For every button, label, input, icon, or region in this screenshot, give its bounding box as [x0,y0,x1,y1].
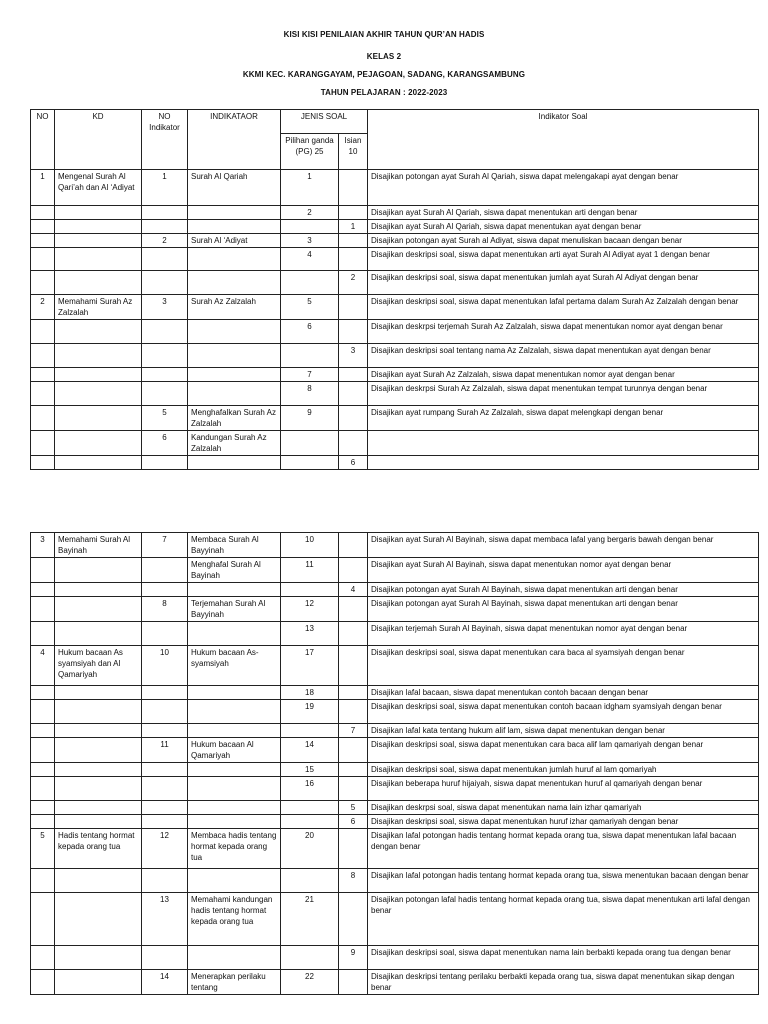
cell-isian: 6 [339,456,368,470]
table-row [31,320,759,344]
table-row [31,234,759,248]
cell-isian [339,431,368,456]
cell-no-indikator [142,456,188,470]
table-row [31,220,759,234]
cell-no [31,738,55,763]
cell-indikator [188,320,281,344]
cell-isian [339,382,368,406]
cell-no [31,368,55,382]
cell-isian: 6 [339,815,368,829]
cell-indikator [188,700,281,724]
cell-no-indikator: 10 [142,646,188,686]
table-row [31,406,759,431]
cell-kd: Memahami Surah Al Bayinah [55,533,142,558]
table-row [31,724,759,738]
cell-no [31,777,55,801]
cell-kd [55,700,142,724]
cell-indikator [188,271,281,295]
cell-isian [339,829,368,869]
cell-indikator [188,220,281,234]
cell-kd [55,686,142,700]
cell-indikator-soal: Disajikan deskrpsi soal, siswa dapat menentukan nama lain izhar qamariyah [368,801,759,815]
cell-no [31,431,55,456]
cell-no-indikator [142,368,188,382]
cell-indikator: Hukum bacaan As-syamsiyah [188,646,281,686]
cell-kd [55,724,142,738]
cell-no-indikator [142,763,188,777]
table-row [31,829,759,869]
cell-isian [339,597,368,622]
cell-indikator-soal: Disajikan deskripsi soal, siswa dapat menentukan nama lain berbakti kepada orang tua dengan benar [368,946,759,970]
cell-indikator: Surah Al ‘Adiyat [188,234,281,248]
cell-kd [55,738,142,763]
table-header-row [31,110,759,134]
cell-no [31,893,55,946]
table-row [31,431,759,456]
cell-pg: 12 [281,597,339,622]
cell-indikator [188,248,281,271]
cell-indikator-soal: Disajikan potongan ayat Surah al Adiyat, siswa dapat menuliskan bacaan dengan benar [368,234,759,248]
cell-kd [55,801,142,815]
cell-no-indikator [142,382,188,406]
cell-no-indikator [142,815,188,829]
cell-pg [281,815,339,829]
cell-kd: Mengenal Surah Al Qari’ah dan Al ‘Adiyat [55,170,142,206]
cell-no [31,206,55,220]
cell-indikator-soal: Disajikan potongan lafal hadis tentang hormat kepada orang tua, siswa dapat menentukan arti lafal dengan benar [368,893,759,946]
cell-pg: 16 [281,777,339,801]
cell-indikator [188,368,281,382]
cell-kd: Memahami Surah Az Zalzalah [55,295,142,320]
table-row [31,558,759,583]
cell-no [31,344,55,368]
cell-no-indikator: 5 [142,406,188,431]
cell-kd [55,320,142,344]
cell-indikator-soal: Disajikan ayat Surah Al Bayinah, siswa dapat menentukan nomor ayat dengan benar [368,558,759,583]
cell-kd [55,206,142,220]
table-row [31,946,759,970]
header-no: NO [31,110,55,170]
cell-indikator: Surah Az Zalzalah [188,295,281,320]
cell-no-indikator [142,801,188,815]
table-row [31,533,759,558]
cell-no-indikator [142,583,188,597]
cell-isian [339,686,368,700]
cell-kd [55,622,142,646]
cell-kd [55,558,142,583]
school-label: KKMI KEC. KARANGGAYAM, PEJAGOAN, SADANG, KARANGSAMBUNG [242,70,526,79]
cell-no [31,271,55,295]
table-row [31,344,759,368]
cell-pg: 22 [281,970,339,995]
cell-pg: 5 [281,295,339,320]
cell-pg: 17 [281,646,339,686]
cell-no [31,597,55,622]
table-row [31,382,759,406]
cell-no [31,456,55,470]
cell-no-indikator [142,220,188,234]
cell-isian [339,320,368,344]
cell-kd [55,946,142,970]
cell-indikator-soal [368,456,759,470]
table-row [31,815,759,829]
cell-isian [339,646,368,686]
cell-indikator-soal: Disajikan deskripsi soal, siswa dapat menentukan arti ayat Surah Al Adiyat ayat 1 dengan benar [368,248,759,271]
cell-indikator [188,686,281,700]
cell-no-indikator: 7 [142,533,188,558]
cell-pg: 19 [281,700,339,724]
cell-no: 5 [31,829,55,869]
cell-pg [281,869,339,893]
cell-pg: 13 [281,622,339,646]
cell-isian: 9 [339,946,368,970]
cell-no [31,946,55,970]
cell-pg [281,456,339,470]
cell-indikator-soal: Disajikan deskripsi soal, siswa dapat menentukan huruf izhar qamariyah dengan benar [368,815,759,829]
cell-pg: 15 [281,763,339,777]
cell-no [31,382,55,406]
cell-pg [281,344,339,368]
cell-no [31,686,55,700]
cell-isian [339,622,368,646]
table-row [31,248,759,271]
table-row [31,583,759,597]
cell-indikator [188,946,281,970]
cell-indikator-soal: Disajikan lafal bacaan, siswa dapat menentukan contoh bacaan dengan benar [368,686,759,700]
cell-indikator-soal: Disajikan ayat rumpang Surah Az Zalzalah, siswa dapat melengkapi dengan benar [368,406,759,431]
cell-no [31,869,55,893]
cell-no [31,248,55,271]
kisi-kisi-table-page-2 [30,532,759,995]
cell-isian: 8 [339,869,368,893]
table-row [31,970,759,995]
cell-no-indikator: 11 [142,738,188,763]
cell-no-indikator [142,777,188,801]
cell-indikator: Membaca Surah Al Bayyinah [188,533,281,558]
kisi-kisi-table-page-1 [30,109,759,470]
header-indikator: INDIKATAOR [188,110,281,170]
cell-no [31,724,55,738]
table-row [31,777,759,801]
cell-no-indikator [142,558,188,583]
cell-no [31,220,55,234]
cell-pg [281,801,339,815]
cell-pg: 10 [281,533,339,558]
cell-no [31,320,55,344]
cell-isian [339,970,368,995]
cell-no [31,406,55,431]
cell-pg: 4 [281,248,339,271]
cell-indikator: Surah Al Qariah [188,170,281,206]
cell-kd: Hukum bacaan As syamsiyah dan Al Qamariyah [55,646,142,686]
cell-kd [55,583,142,597]
cell-no [31,970,55,995]
cell-isian: 7 [339,724,368,738]
cell-indikator-soal: Disajikan deskrpsi Surah Az Zalzalah, siswa dapat menentukan tempat turunnya dengan benar [368,382,759,406]
cell-isian: 3 [339,344,368,368]
cell-indikator: Memahami kandungan hadis tentang hormat kepada orang tua [188,893,281,946]
cell-indikator-soal [368,431,759,456]
cell-no-indikator: 14 [142,970,188,995]
cell-kd [55,382,142,406]
cell-indikator-soal: Disajikan lafal kata tentang hukum alif lam, siswa dapat menentukan dengan benar [368,724,759,738]
cell-no-indikator: 12 [142,829,188,869]
cell-indikator-soal: Disajikan ayat Surah Al Qariah, siswa dapat menentukan ayat dengan benar [368,220,759,234]
table-row [31,368,759,382]
cell-indikator [188,622,281,646]
table-row [31,738,759,763]
cell-indikator-soal: Disajikan beberapa huruf hijaiyah, siswa dapat menentukan huruf al qamariyah dengan benar [368,777,759,801]
table-row [31,686,759,700]
document-title: KISI KISI PENILAIAN AKHIR TAHUN QUR’AN HADIS [283,30,485,39]
table-row [31,456,759,470]
cell-indikator [188,777,281,801]
table-row [31,295,759,320]
cell-indikator: Menghafal Surah Al Bayinah [188,558,281,583]
cell-pg: 14 [281,738,339,763]
cell-indikator: Membaca hadis tentang hormat kepada orang tua [188,829,281,869]
header-no-indikator: NO Indikator [142,110,188,170]
cell-indikator: Kandungan Surah Az Zalzalah [188,431,281,456]
cell-isian [339,170,368,206]
cell-indikator [188,869,281,893]
cell-no-indikator: 13 [142,893,188,946]
cell-pg: 3 [281,234,339,248]
cell-no-indikator [142,248,188,271]
cell-pg [281,946,339,970]
cell-indikator-soal: Disajikan lafal potongan hadis tentang hormat kepada orang tua, siswa menentukan bacaan dengan benar [368,869,759,893]
cell-indikator: Menghafalkan Surah Az Zalzalah [188,406,281,431]
cell-pg [281,271,339,295]
cell-indikator-soal: Disajikan deskripsi soal, siswa dapat menentukan jumlah huruf al lam qomariyah [368,763,759,777]
cell-indikator-soal: Disajikan deskripsi soal tentang nama Az Zalzalah, siswa dapat menentukan ayat dengan benar [368,344,759,368]
cell-indikator [188,382,281,406]
cell-indikator-soal: Disajikan terjemah Surah Al Bayinah, siswa dapat menentukan nomor ayat dengan benar [368,622,759,646]
header-pilihan-ganda: Pilihan ganda (PG) 25 [281,134,339,170]
cell-isian [339,234,368,248]
cell-no [31,583,55,597]
cell-kd [55,815,142,829]
cell-isian [339,558,368,583]
header-isian: Isian 10 [339,134,368,170]
table-row [31,801,759,815]
cell-indikator-soal: Disajikan deskripsi tentang perilaku berbakti kepada orang tua, siswa dapat menentukan sikap dengan benar [368,970,759,995]
cell-indikator-soal: Disajikan potongan ayat Surah Al Qariah, siswa dapat melengakapi ayat dengan benar [368,170,759,206]
cell-indikator [188,815,281,829]
cell-kd [55,344,142,368]
table-row [31,893,759,946]
cell-indikator-soal: Disajikan deskripsi soal, siswa dapat menentukan lafal pertama dalam Surah Az Zalzalah dengan benar [368,295,759,320]
cell-kd [55,597,142,622]
cell-isian [339,295,368,320]
table-row [31,271,759,295]
cell-indikator [188,344,281,368]
cell-indikator: Terjemahan Surah Al Bayyinah [188,597,281,622]
cell-no [31,700,55,724]
cell-kd [55,893,142,946]
cell-no-indikator: 1 [142,170,188,206]
cell-indikator: Hukum bacaan Al Qamariyah [188,738,281,763]
cell-isian [339,368,368,382]
cell-isian [339,893,368,946]
cell-isian [339,777,368,801]
cell-no-indikator: 6 [142,431,188,456]
header-indikator-soal: Indikator Soal [368,110,759,170]
cell-no-indikator [142,946,188,970]
cell-isian [339,700,368,724]
cell-pg [281,724,339,738]
cell-indikator-soal: Disajikan lafal potongan hadis tentang hormat kepada orang tua, siswa dapat menentukan lafal bacaan dengan benar [368,829,759,869]
cell-no [31,234,55,248]
cell-no-indikator [142,271,188,295]
cell-no: 3 [31,533,55,558]
cell-pg: 11 [281,558,339,583]
cell-pg: 18 [281,686,339,700]
table-row [31,869,759,893]
cell-kd [55,234,142,248]
cell-indikator-soal: Disajikan deskripsi soal, siswa dapat menentukan jumlah ayat Surah Al Adiyat dengan benar [368,271,759,295]
cell-pg: 8 [281,382,339,406]
table-row [31,622,759,646]
cell-isian [339,206,368,220]
cell-kd [55,869,142,893]
cell-pg [281,583,339,597]
cell-pg: 1 [281,170,339,206]
cell-no: 1 [31,170,55,206]
cell-pg: 20 [281,829,339,869]
cell-indikator [188,724,281,738]
table-row [31,700,759,724]
cell-indikator [188,583,281,597]
cell-indikator-soal: Disajikan deskrpsi terjemah Surah Az Zalzalah, siswa dapat menentukan nomor ayat dengan benar [368,320,759,344]
header-kd: KD [55,110,142,170]
cell-indikator-soal: Disajikan ayat Surah Al Bayinah, siswa dapat membaca lafal yang bergaris bawah dengan benar [368,533,759,558]
cell-no: 4 [31,646,55,686]
cell-no-indikator [142,686,188,700]
cell-pg [281,220,339,234]
cell-no [31,558,55,583]
cell-indikator-soal: Disajikan deskripsi soal, siswa dapat menentukan cara baca alif lam qamariyah dengan benar [368,738,759,763]
cell-kd [55,220,142,234]
cell-indikator [188,801,281,815]
cell-indikator [188,456,281,470]
cell-no-indikator [142,724,188,738]
academic-year-label: TAHUN PELAJARAN : 2022-2023 [320,88,448,97]
cell-kd [55,406,142,431]
table-row [31,597,759,622]
cell-no [31,815,55,829]
cell-kd [55,456,142,470]
cell-no-indikator [142,320,188,344]
cell-kd [55,431,142,456]
table-row [31,763,759,777]
cell-no-indikator: 3 [142,295,188,320]
class-label: KELAS 2 [366,52,402,61]
cell-pg: 6 [281,320,339,344]
cell-indikator: Menerapkan perilaku tentang [188,970,281,995]
table-row [31,170,759,206]
cell-isian [339,533,368,558]
table-row [31,206,759,220]
cell-no-indikator [142,869,188,893]
cell-no-indikator: 8 [142,597,188,622]
cell-kd [55,970,142,995]
cell-pg: 7 [281,368,339,382]
cell-no: 2 [31,295,55,320]
cell-no [31,763,55,777]
cell-isian [339,763,368,777]
cell-no-indikator: 2 [142,234,188,248]
cell-isian: 2 [339,271,368,295]
cell-no [31,622,55,646]
cell-isian: 5 [339,801,368,815]
cell-kd [55,271,142,295]
cell-pg: 21 [281,893,339,946]
cell-pg: 2 [281,206,339,220]
cell-indikator-soal: Disajikan deskripsi soal, siswa dapat menentukan cara baca al syamsiyah dengan benar [368,646,759,686]
cell-no [31,801,55,815]
table-row [31,646,759,686]
cell-pg: 9 [281,406,339,431]
cell-no-indikator [142,344,188,368]
cell-indikator-soal: Disajikan potongan ayat Surah Al Bayinah, siswa dapat menentukan arti dengan benar [368,597,759,622]
cell-isian [339,248,368,271]
cell-indikator [188,206,281,220]
cell-kd: Hadis tentang hormat kepada orang tua [55,829,142,869]
cell-isian [339,406,368,431]
cell-kd [55,368,142,382]
cell-no-indikator [142,206,188,220]
cell-indikator [188,763,281,777]
cell-indikator-soal: Disajikan ayat Surah Al Qariah, siswa dapat menentukan arti dengan benar [368,206,759,220]
cell-isian: 4 [339,583,368,597]
cell-indikator-soal: Disajikan potongan ayat Surah Al Bayinah, siswa dapat menentukan arti dengan benar [368,583,759,597]
cell-kd [55,763,142,777]
cell-isian: 1 [339,220,368,234]
cell-no-indikator [142,622,188,646]
cell-isian [339,738,368,763]
cell-no-indikator [142,700,188,724]
cell-indikator-soal: Disajikan deskripsi soal, siswa dapat menentukan contoh bacaan idgham syamsiyah dengan benar [368,700,759,724]
cell-indikator-soal: Disajikan ayat Surah Az Zalzalah, siswa dapat menentukan nomor ayat dengan benar [368,368,759,382]
cell-kd [55,777,142,801]
header-jenis-soal: JENIS SOAL [281,110,368,134]
cell-pg [281,431,339,456]
cell-kd [55,248,142,271]
